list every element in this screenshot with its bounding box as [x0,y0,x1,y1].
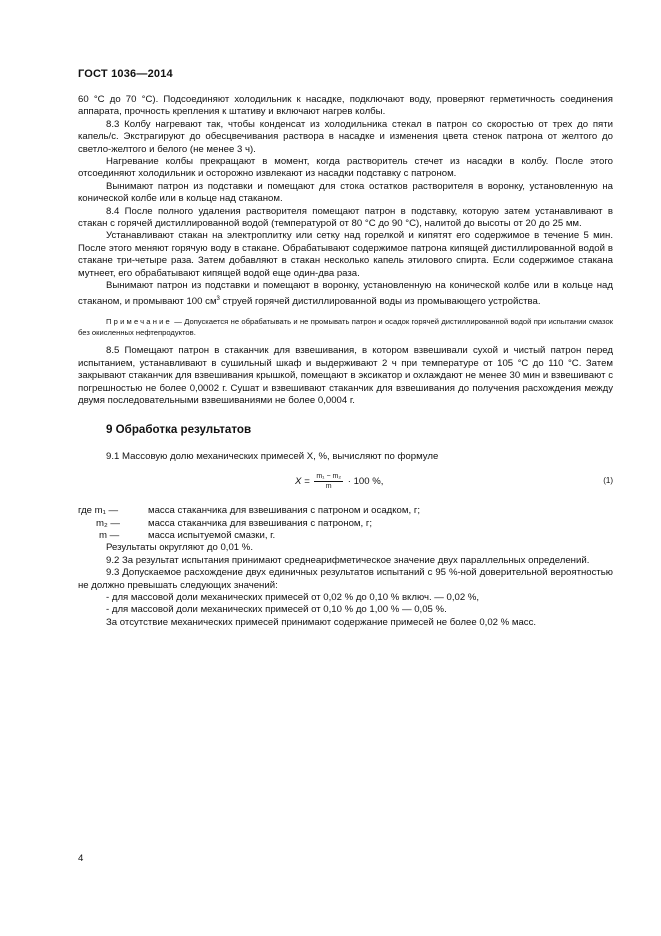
paragraph: Устанавливают стакан на электроплитку или сетку над горелкой и кипятят его содержимое в течение 5 мин. После этого меняют горячую воду в стакане. Обрабатывают содержимое патрона кипящей дистиллированной водой в стакане три-четыре раза. Затем добавляют в стакан несколько капель этилового спирта. Если содержимое стакана мутнеет, его обрабатывают кипящей водой еще один-два раза. [78,230,613,279]
paragraph-8-4: 8.4 После полного удаления растворителя помещают патрон в подставку, которую затем устанавливают в стакан с горячей дистиллированной водой (температурой от 80 °С до 90 °С), налитой до высоты от 20 до 25 мм. [78,205,613,230]
definition-row [78,518,613,530]
superscript: 3 [216,295,220,302]
formula-lhs: X = [295,476,310,488]
definition-symbol: где m₁ — [78,505,119,517]
fraction-denominator: m [325,483,332,491]
paragraph [78,280,613,308]
paragraph-9-1: 9.1 Массовую долю механических примесей X, %, вычисляют по формуле [106,450,439,462]
note-text: — Допускается не обрабатывать и не промывать патрон и осадок горячей дистиллированной водой при испытании смазок без окисленных нефтепродуктов. [78,317,613,337]
document-body [78,94,613,629]
page-number: 4 [78,853,84,864]
text-fragment: Вынимают патрон из подставки и помещают в воронку, установленную на конической колбе или в кольце над стаканом, и промывают 100 см [78,280,613,307]
text-fragment: струей горячей дистиллированной воды из промывающего устройства. [219,295,541,307]
formula [78,467,613,499]
section-title: 9 Обработка результатов [106,423,252,437]
definition-row [78,530,613,542]
fraction [314,472,343,491]
definition-row [78,505,613,517]
equation-number: (1) [603,476,613,486]
definitions [78,505,613,542]
definition-text: масса стаканчика для взвешивания с патроном, г; [148,517,372,529]
fraction-numerator: m₁ − m₂ [316,473,342,481]
definition-text: масса стаканчика для взвешивания с патроном и осадком, г; [148,505,420,517]
formula-expression [295,472,383,491]
list-item: - для массовой доли механических примесей от 0,02 % до 0,10 % включ. — 0,02 %, [106,591,480,603]
paragraph: За отсутствие механических примесей принимают содержание примесей не более 0,02 % масс. [106,616,537,628]
paragraph: Нагревание колбы прекращают в момент, когда растворитель стечет из насадки в колбу. После этого отсоединяют холодильник и осторожно извлекают из насадки подставку с патроном. [78,156,613,180]
definition-symbol: m₂ — [96,517,120,529]
paragraph-9-2: 9.2 За результат испытания принимают среднеарифметическое значение двух параллельных определений. [106,554,590,566]
page-header: ГОСТ 1036—2014 [78,68,173,80]
paragraph-8-5: 8.5 Помещают патрон в стаканчик для взвешивания, в котором взвешивали сухой и чистый патрон перед испытанием, устанавливают в сушильный шкаф и выдерживают 2 ч при температуре от 105 °С до 110 °С. Затем закрывают стаканчик для взвешивания крышкой, помещают в эксикатор и охлаждают не менее 30 мин и взвешивают с погрешностью не более 0,0002 г. Сушат и взвешивают стаканчик для взвешивания до получения расхождения между двумя последовательными взвешиваниями не более 0,0004 г. [78,345,613,406]
paragraph: Вынимают патрон из подставки и помещают для стока остатков растворителя в воронку, установленную на конической колбе или в кольце над стаканом. [78,180,613,205]
definition-symbol: m — [99,529,120,541]
paragraph-8-3: 8.3 Колбу нагревают так, чтобы конденсат из холодильника стекал в патрон со скоростью от трех до пяти капель/с. Экстрагируют до обесцвечивания раствора в насадке и изменения цвета стенок патрона от желтого до светло-желтого и белого (не менее 3 ч). [78,118,613,155]
definition-text: масса испытуемой смазки, г. [148,529,276,541]
note-title: Примечание [106,317,172,327]
paragraph: Результаты округляют до 0,01 %. [106,542,254,554]
paragraph-9-3: 9.3 Допускаемое расхождение двух единичных результатов испытаний с 95 %-ной доверительной вероятностью не должно превышать следующих значений: [78,567,613,591]
note [78,317,613,338]
paragraph: 60 °С до 70 °С). Подсоединяют холодильник к насадке, подключают воду, проверяют герметичность соединения аппарата, прочность крепления к штативу и включают нагрев колбы. [78,94,613,118]
formula-rhs: · 100 %, [347,476,384,488]
list-item: - для массовой доли механических примесей от 0,10 % до 1,00 % — 0,05 %. [106,604,447,616]
